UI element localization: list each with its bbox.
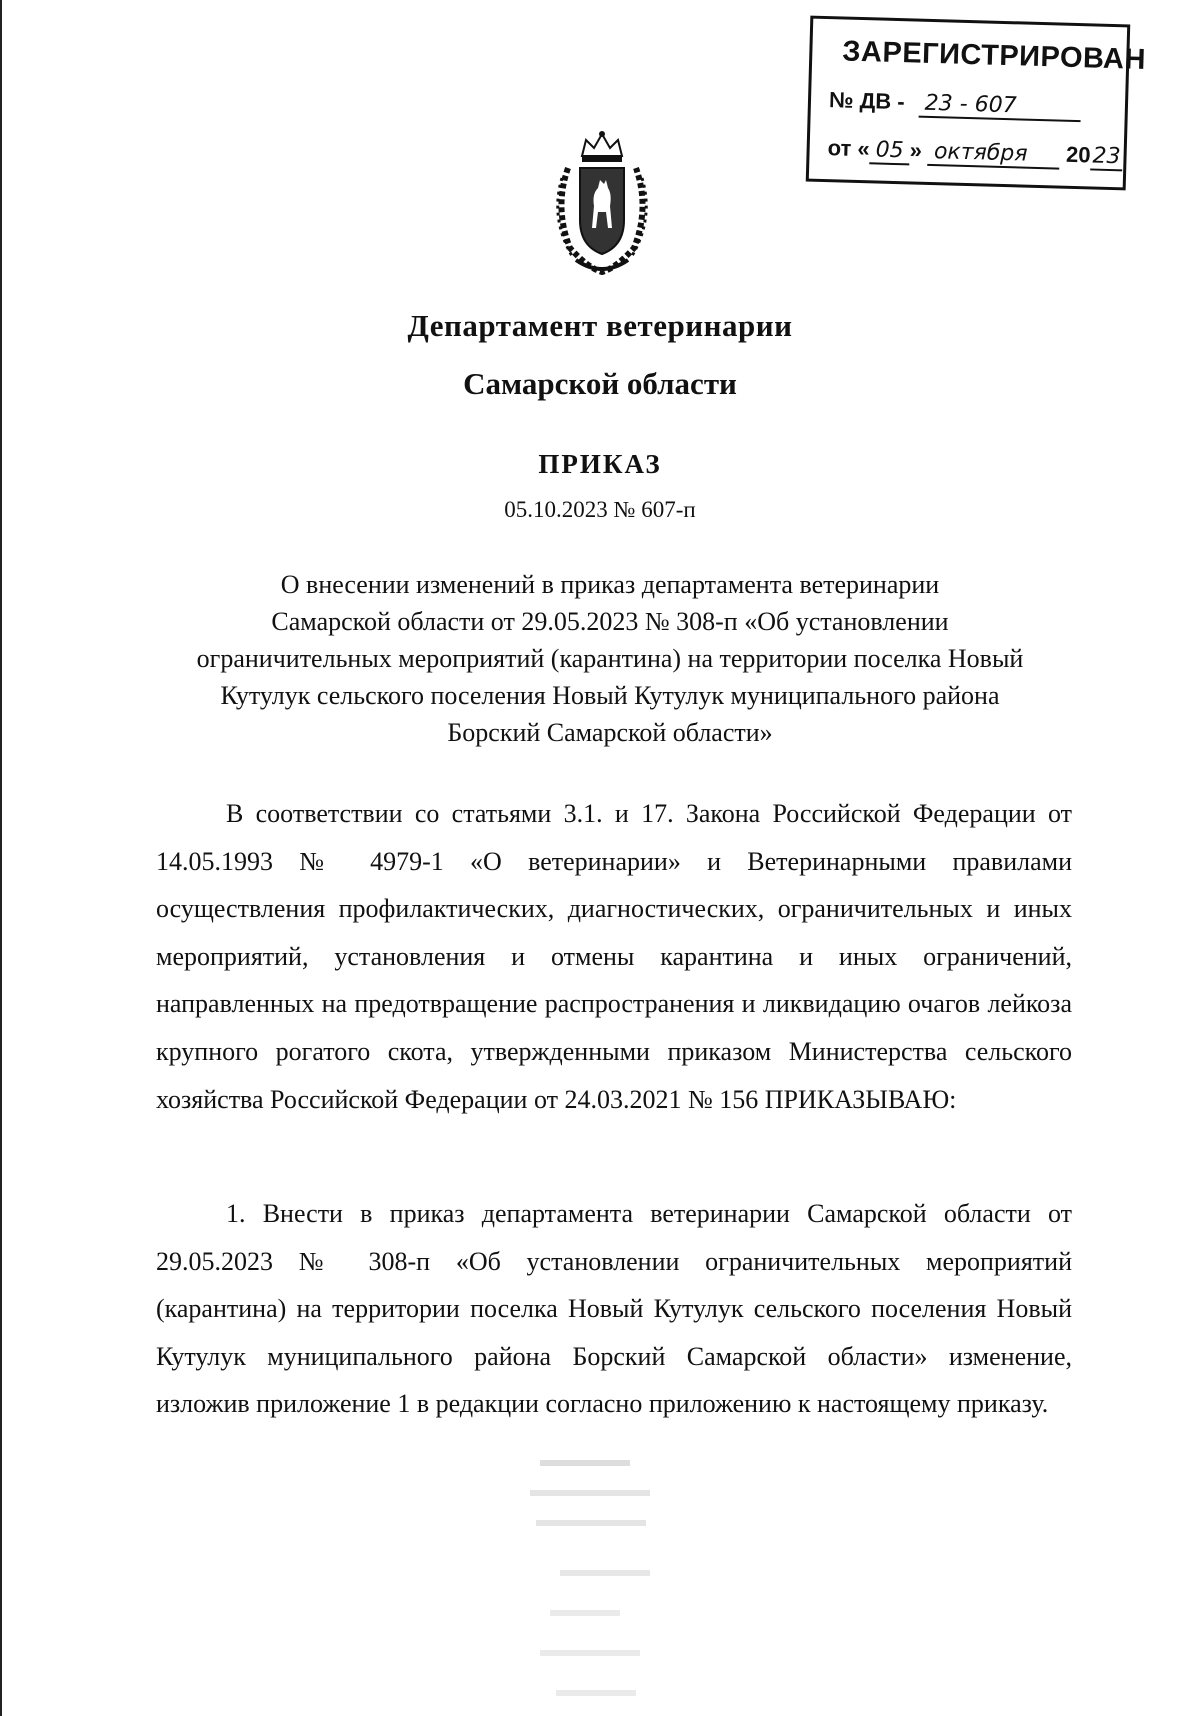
stamp-number-value: 23 - 607 bbox=[918, 91, 1081, 123]
order-subject bbox=[150, 566, 1070, 751]
department-name-line2: Самарской области bbox=[463, 366, 737, 401]
department-name-line1: Департамент ветеринарии bbox=[407, 308, 793, 343]
stamp-date-day: 05 bbox=[869, 137, 910, 165]
subject-line: ограничительных мероприятий (карантина) на территории поселка Новый bbox=[196, 644, 1024, 673]
stamp-date-year-suffix: 23 bbox=[1090, 143, 1123, 171]
stamp-date-prefix: от « bbox=[827, 135, 871, 162]
body-paragraph-preamble: В соответствии со статьями 3.1. и 17. Закона Российской Федерации от 14.05.1993 № 4979-1 «О ветеринарии» и Ветеринарными правилами осуществления профилактических, диагностических, ограничительных и иных мероприятий, установления и отмены карантина и иных ограничений, направленных на предотвращение распространения и ликвидацию очагов лейкоза крупного рогатого скота, утвержденными приказом Министерства сельского хозяйства Российской Федерации от 24.03.2021 № 156 ПРИКАЗЫВАЮ: bbox=[156, 799, 1072, 1114]
samara-coat-of-arms-icon bbox=[548, 128, 656, 278]
scan-edge-line bbox=[0, 0, 2, 1716]
body-paragraph-item-1: 1. Внести в приказ департамента ветеринарии Самарской области от 29.05.2023 № 308-п «Об установлении ограничительных мероприятий (карантина) на территории поселка Новый Кутулук сельского поселения Новый Кутулук муниципального района Борский Самарской области» изменение, изложив приложение 1 в редакции согласно приложению к настоящему приказу. bbox=[156, 1199, 1072, 1419]
stamp-date-row bbox=[827, 135, 1123, 171]
stamp-number-row bbox=[829, 87, 1081, 122]
document-date-number: 05.10.2023 № 607-п bbox=[504, 497, 696, 522]
subject-line: О внесении изменений в приказ департамента ветеринарии bbox=[280, 570, 940, 599]
stamp-date-year-prefix: 20 bbox=[1065, 141, 1091, 168]
bleed-through-marks bbox=[520, 1450, 720, 1710]
stamp-date-mid: » bbox=[909, 137, 923, 163]
stamp-number-label: № ДВ - bbox=[828, 87, 906, 115]
stamp-title: ЗАРЕГИСТРИРОВАН bbox=[841, 35, 1147, 76]
stamp-date-month: октября bbox=[928, 139, 1061, 170]
subject-line: Борский Самарской области» bbox=[447, 718, 773, 747]
registration-stamp bbox=[806, 16, 1147, 191]
document-type-title: ПРИКАЗ bbox=[538, 449, 662, 479]
subject-line: Кутулук сельского поселения Новый Кутулук муниципального района bbox=[220, 681, 1000, 710]
subject-line: Самарской области от 29.05.2023 № 308-п «Об установлении bbox=[271, 607, 949, 636]
